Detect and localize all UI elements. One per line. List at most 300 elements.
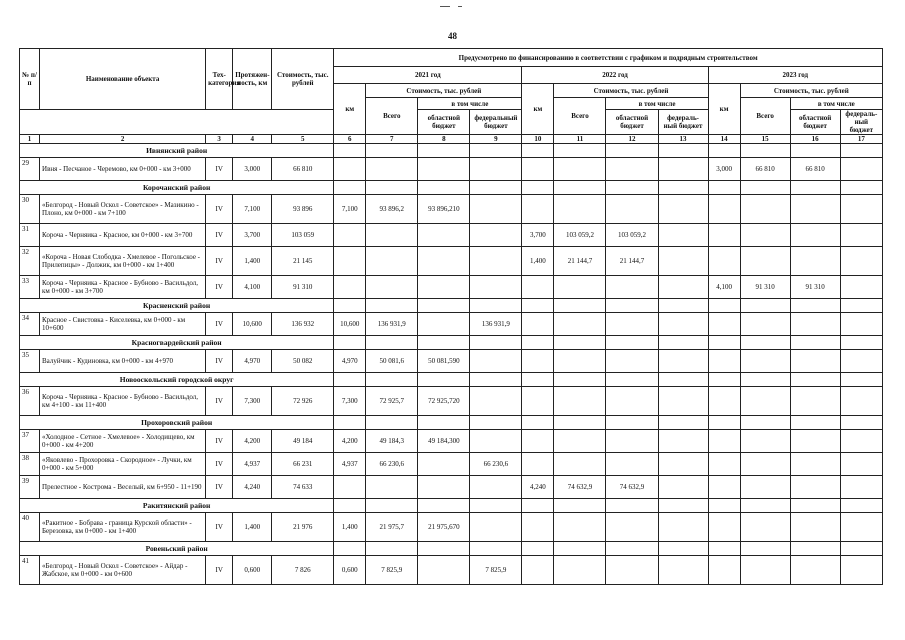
header-total: Всего [740,98,790,135]
empty-cell [554,542,606,556]
cost-total: 21 976 [272,513,334,542]
km-2022 [522,313,554,336]
regional-2023 [790,387,840,416]
cost-total: 50 082 [272,350,334,373]
federal-2021 [470,430,522,453]
total-2022 [554,556,606,585]
empty-cell [366,181,418,195]
empty-cell [840,181,882,195]
km-2022: 3,700 [522,224,554,247]
empty-cell [418,542,470,556]
cost-total: 136 932 [272,313,334,336]
district-row [20,299,883,313]
column-index: 11 [554,135,606,144]
federal-2021: 7 825,9 [470,556,522,585]
cost-total: 21 145 [272,247,334,276]
regional-2021 [418,453,470,476]
federal-2022 [658,513,708,542]
district-row [20,336,883,350]
total-2023: 66 810 [740,158,790,181]
table-row [20,476,883,499]
cost-total: 93 896 [272,195,334,224]
total-2023 [740,350,790,373]
km-2022 [522,195,554,224]
district-row [20,181,883,195]
km-2022: 1,400 [522,247,554,276]
km-2023 [708,476,740,499]
regional-2022 [606,430,658,453]
regional-2022: 74 632,9 [606,476,658,499]
federal-2022 [658,276,708,299]
row-number: 37 [20,430,40,453]
district-name: Красногвардейский район [20,336,334,350]
total-2023 [740,224,790,247]
empty-cell [366,299,418,313]
federal-2022 [658,224,708,247]
federal-2023 [840,556,882,585]
empty-cell [740,373,790,387]
empty-cell [658,144,708,158]
total-2021: 136 931,9 [366,313,418,336]
category: IV [206,195,233,224]
regional-2021 [418,313,470,336]
total-2023 [740,453,790,476]
km-2023 [708,195,740,224]
km-2021 [334,476,366,499]
regional-2023 [790,453,840,476]
total-2022 [554,195,606,224]
total-2021: 49 184,3 [366,430,418,453]
federal-2021 [470,350,522,373]
category: IV [206,476,233,499]
category: IV [206,350,233,373]
federal-2023 [840,158,882,181]
cost-total: 66 810 [272,158,334,181]
empty-cell [522,416,554,430]
category: IV [206,556,233,585]
km-2022 [522,350,554,373]
header-total: Всего [554,98,606,135]
federal-2023 [840,387,882,416]
km-2021: 4,970 [334,350,366,373]
column-index: 8 [418,135,470,144]
regional-2021 [418,276,470,299]
empty-cell [658,416,708,430]
km-2023 [708,387,740,416]
regional-2023 [790,313,840,336]
km-2022 [522,276,554,299]
km-2023 [708,350,740,373]
district-name: Ивнянский район [20,144,334,158]
federal-2023 [840,313,882,336]
federal-2022 [658,556,708,585]
regional-2023 [790,556,840,585]
header-including: в том числе [606,98,708,110]
empty-cell [522,299,554,313]
total-2021 [366,224,418,247]
empty-cell [658,336,708,350]
column-index: 9 [470,135,522,144]
table-row [20,453,883,476]
km-2023 [708,224,740,247]
empty-cell [334,499,366,513]
federal-2022 [658,247,708,276]
cost-total: 7 826 [272,556,334,585]
table-row [20,387,883,416]
empty-cell [840,299,882,313]
empty-cell [790,144,840,158]
length-km: 4,240 [233,476,272,499]
regional-2023 [790,195,840,224]
empty-cell [708,542,740,556]
federal-2022 [658,195,708,224]
km-2023 [708,430,740,453]
row-number: 38 [20,453,40,476]
regional-2021 [418,556,470,585]
regional-2021: 72 925,720 [418,387,470,416]
object-name: «Яковлево - Прохоровка - Скородное» - Лучки, км 0+000 - км 5+000 [40,453,206,476]
total-2022: 21 144,7 [554,247,606,276]
km-2022 [522,453,554,476]
regional-2021 [418,247,470,276]
total-2021: 72 925,7 [366,387,418,416]
length-km: 4,937 [233,453,272,476]
object-name: Прелестное - Кострома - Веселый, км 6+950 - 11+190 [40,476,206,499]
total-2021: 93 896,2 [366,195,418,224]
total-2023 [740,387,790,416]
federal-2022 [658,158,708,181]
column-index: 3 [206,135,233,144]
district-row [20,416,883,430]
column-index: 13 [658,135,708,144]
km-2023 [708,453,740,476]
km-2022: 4,240 [522,476,554,499]
empty-cell [366,499,418,513]
empty-cell [470,181,522,195]
regional-2022 [606,195,658,224]
length-km: 1,400 [233,513,272,542]
regional-2021: 21 975,670 [418,513,470,542]
empty-cell [790,542,840,556]
header-regional: областной бюджет [790,110,840,135]
length-km: 7,300 [233,387,272,416]
regional-2022 [606,513,658,542]
empty-cell [606,373,658,387]
regional-2023 [790,476,840,499]
empty-cell [606,542,658,556]
federal-2023 [840,513,882,542]
table-row [20,513,883,542]
column-index: 12 [606,135,658,144]
empty-cell [606,181,658,195]
empty-cell [790,336,840,350]
total-2022 [554,350,606,373]
row-number: 29 [20,158,40,181]
object-name: Красное - Свистовка - Киселевка, км 0+000 - км 10+600 [40,313,206,336]
empty-cell [708,181,740,195]
header-total: Всего [366,98,418,135]
km-2022 [522,556,554,585]
regional-2021: 49 184,300 [418,430,470,453]
empty-cell [740,499,790,513]
header-federal: федеральный бюджет [470,110,522,135]
total-2022 [554,453,606,476]
empty-cell [470,416,522,430]
object-name: Короча - Черняика - Красное - Бубново - Васильдол, км 0+000 - км 3+700 [40,276,206,299]
empty-cell [554,181,606,195]
object-name: «Холодное - Сетное - Хмелевое» - Холодищево, км 0+000 - км 4+200 [40,430,206,453]
empty-cell [418,336,470,350]
regional-2021 [418,224,470,247]
header-km: км [708,84,740,135]
empty-cell [790,499,840,513]
category: IV [206,247,233,276]
header-cost-thousands: Стоимость, тыс. рублей [366,84,522,98]
km-2021: 7,100 [334,195,366,224]
km-2021 [334,158,366,181]
empty-cell [840,542,882,556]
row-number: 39 [20,476,40,499]
header-cost-thousands: Стоимость, тыс. рублей [554,84,708,98]
column-index: 5 [272,135,334,144]
federal-2023 [840,453,882,476]
empty-cell [418,373,470,387]
empty-cell [708,416,740,430]
total-2023 [740,195,790,224]
column-index: 14 [708,135,740,144]
empty-cell [658,542,708,556]
length-km: 1,400 [233,247,272,276]
header-km: км [522,84,554,135]
district-row [20,542,883,556]
empty-cell [470,499,522,513]
header-federal: федераль- ный бюджет [840,110,882,135]
row-number: 30 [20,195,40,224]
category: IV [206,224,233,247]
empty-cell [606,416,658,430]
column-index: 4 [233,135,272,144]
federal-2022 [658,476,708,499]
empty-cell [470,336,522,350]
empty-cell [840,416,882,430]
financing-table [19,48,883,585]
empty-cell [708,336,740,350]
header-name: Наименование объекта [40,49,206,110]
district-name: Прохоровский район [20,416,334,430]
empty-cell [554,499,606,513]
total-2021: 66 230,6 [366,453,418,476]
length-km: 4,970 [233,350,272,373]
empty-cell [366,373,418,387]
total-2022 [554,513,606,542]
header-including: в том числе [790,98,882,110]
km-2021 [334,224,366,247]
km-2023 [708,313,740,336]
page-number: 48 [448,31,457,41]
empty-cell [334,144,366,158]
header-including: в том числе [418,98,522,110]
empty-cell [554,336,606,350]
total-2023 [740,430,790,453]
total-2021: 7 825,9 [366,556,418,585]
district-name: Красненский район [20,299,334,313]
column-index: 6 [334,135,366,144]
table-row [20,556,883,585]
empty-cell [470,373,522,387]
header-cost-thousands: Стоимость, тыс. рублей [740,84,882,98]
total-2023 [740,476,790,499]
total-2021 [366,158,418,181]
km-2023: 4,100 [708,276,740,299]
empty-cell [790,416,840,430]
column-index: 17 [840,135,882,144]
header-regional: областной бюджет [606,110,658,135]
category: IV [206,453,233,476]
row-number: 32 [20,247,40,276]
regional-2022 [606,313,658,336]
empty-cell [334,542,366,556]
federal-2022 [658,453,708,476]
table-body [20,144,883,585]
federal-2021: 66 230,6 [470,453,522,476]
cost-total: 72 926 [272,387,334,416]
km-2021 [334,247,366,276]
federal-2022 [658,387,708,416]
federal-2023 [840,195,882,224]
regional-2023: 91 310 [790,276,840,299]
empty-cell [606,499,658,513]
empty-cell [554,373,606,387]
km-2022 [522,158,554,181]
regional-2021: 93 896,210 [418,195,470,224]
regional-2023 [790,513,840,542]
column-index: 2 [40,135,206,144]
empty-cell [740,181,790,195]
federal-2021 [470,224,522,247]
header-category: Тех- категория [206,49,233,110]
federal-2021 [470,276,522,299]
district-name: Ракитянский район [20,499,334,513]
regional-2021: 50 081,590 [418,350,470,373]
total-2022 [554,387,606,416]
table-row [20,276,883,299]
column-index-row [20,135,883,144]
federal-2021 [470,476,522,499]
regional-2022 [606,350,658,373]
table-row [20,313,883,336]
category: IV [206,313,233,336]
column-index: 10 [522,135,554,144]
regional-2022 [606,158,658,181]
length-km: 4,100 [233,276,272,299]
empty-cell [522,336,554,350]
empty-cell [740,144,790,158]
column-index: 7 [366,135,418,144]
empty-cell [522,542,554,556]
table-row [20,430,883,453]
federal-2021 [470,513,522,542]
header-km: км [334,84,366,135]
table-row [20,158,883,181]
regional-2023 [790,224,840,247]
empty-cell [606,144,658,158]
empty-cell [740,299,790,313]
district-row [20,373,883,387]
total-2022: 74 632,9 [554,476,606,499]
empty-cell [790,373,840,387]
category: IV [206,158,233,181]
federal-2023 [840,430,882,453]
scan-mark [458,6,462,7]
km-2021: 1,400 [334,513,366,542]
total-2022 [554,430,606,453]
empty-cell [418,499,470,513]
column-index: 15 [740,135,790,144]
total-2023 [740,513,790,542]
header-length: Протяжен- ность, км [233,49,272,110]
cost-total: 91 310 [272,276,334,299]
km-2023 [708,247,740,276]
empty-cell [418,416,470,430]
header-federal: федераль- ный бюджет [658,110,708,135]
empty-cell [334,373,366,387]
empty-cell [334,416,366,430]
empty-cell [840,373,882,387]
total-2021 [366,476,418,499]
federal-2021 [470,158,522,181]
row-number: 33 [20,276,40,299]
empty-cell [708,299,740,313]
regional-2022: 103 059,2 [606,224,658,247]
empty-cell [840,144,882,158]
district-name: Корочанский район [20,181,334,195]
km-2022 [522,430,554,453]
empty-cell [470,144,522,158]
federal-2021 [470,195,522,224]
cost-total: 66 231 [272,453,334,476]
object-name: Ивня - Песчаное - Черемово, км 0+000 - км 3+000 [40,158,206,181]
federal-2022 [658,313,708,336]
total-2023: 91 310 [740,276,790,299]
category: IV [206,276,233,299]
cost-total: 49 184 [272,430,334,453]
regional-2022 [606,276,658,299]
empty-cell [790,181,840,195]
object-name: «Короча - Новая Слободка - Хмелевое - Погольское - Прилепицы» - Должик, км 0+000 - км 1+400 [40,247,206,276]
km-2021: 7,300 [334,387,366,416]
km-2021: 4,200 [334,430,366,453]
table-row [20,224,883,247]
empty-cell [522,499,554,513]
header-year-2021: 2021 год [334,67,522,84]
scan-mark [440,6,450,7]
empty-cell [708,499,740,513]
total-2023 [740,247,790,276]
empty-cell [840,499,882,513]
empty-cell [740,542,790,556]
empty-cell [708,373,740,387]
total-2023 [740,313,790,336]
empty-cell [740,336,790,350]
empty-cell [470,299,522,313]
km-2021 [334,276,366,299]
total-2021 [366,276,418,299]
empty-cell [334,336,366,350]
km-2023 [708,556,740,585]
empty-cell [334,299,366,313]
header-cost: Стоимость, тыс. рублей [272,49,334,110]
empty-cell [366,416,418,430]
